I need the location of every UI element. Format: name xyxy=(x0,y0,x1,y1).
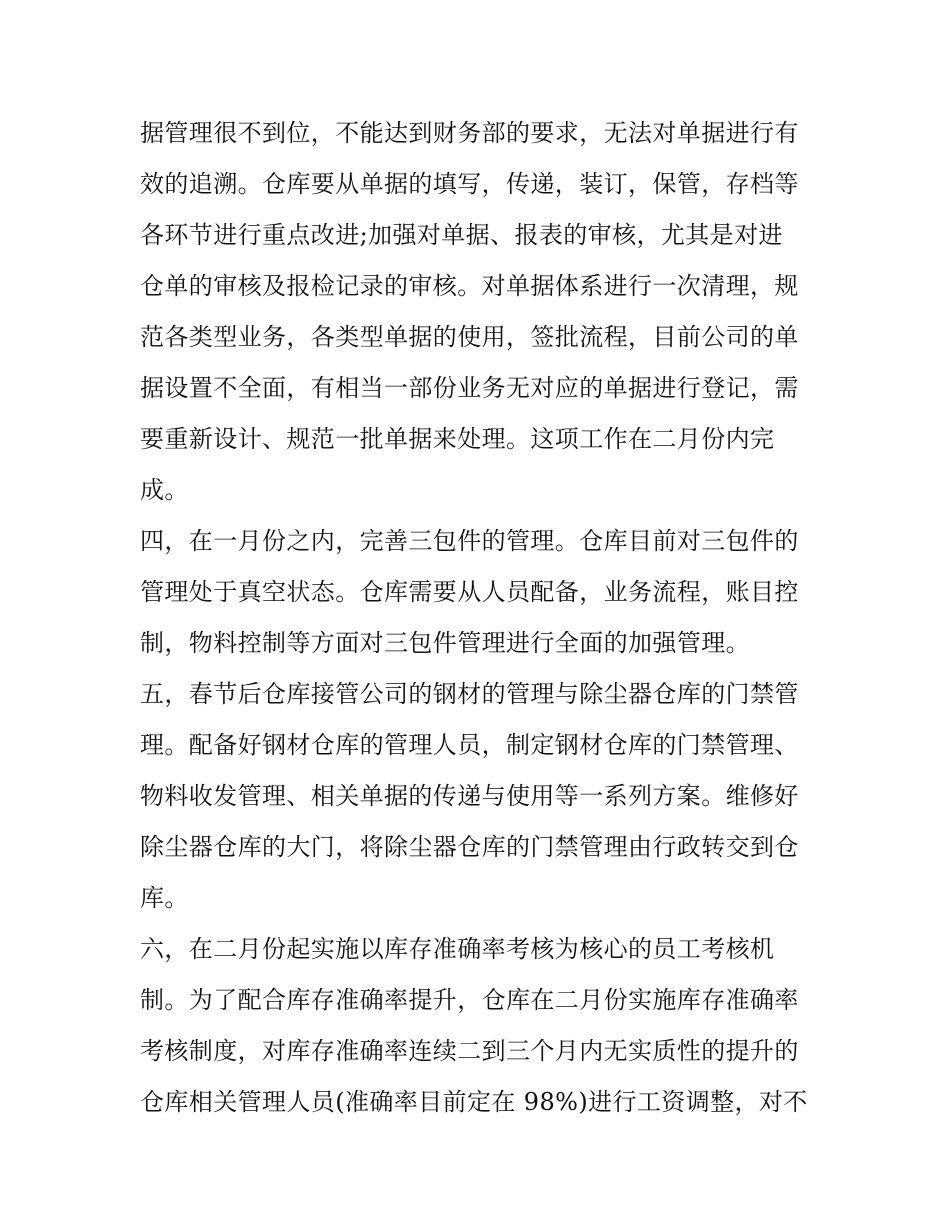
text-line: 管理处于真空状态。仓库需要从人员配备，业务流程，账目控 xyxy=(140,578,799,606)
text-line: 考核制度，对库存准确率连续二到三个月内无实质性的提升的 xyxy=(140,1037,799,1065)
document-body xyxy=(140,108,830,1128)
text-line: 理。配备好钢材仓库的管理人员，制定钢材仓库的门禁管理、 xyxy=(140,731,799,759)
text-line: 四，在一月份之内，完善三包件的管理。仓库目前对三包件的 xyxy=(140,527,799,555)
text-line: 仓单的审核及报检记录的审核。对单据体系进行一次清理，规 xyxy=(140,272,799,300)
text-line: 物料收发管理、相关单据的传递与使用等一系列方案。维修好 xyxy=(140,782,799,810)
text-line: 制，物料控制等方面对三包件管理进行全面的加强管理。 xyxy=(140,629,750,657)
text-line: 据管理很不到位，不能达到财务部的要求，无法对单据进行有 xyxy=(140,119,799,147)
text-line: 范各类型业务，各类型单据的使用，签批流程，目前公司的单 xyxy=(140,323,799,351)
text-line: 六，在二月份起实施以库存准确率考核为核心的员工考核机 xyxy=(140,935,775,963)
text-line: 制。为了配合库存准确率提升，仓库在二月份实施库存准确率 xyxy=(140,986,799,1014)
text-line: 成。 xyxy=(140,476,189,504)
text-line: 仓库相关管理人员(准确率目前定在 98%)进行工资调整，对不 xyxy=(140,1088,808,1116)
text-line: 五，春节后仓库接管公司的钢材的管理与除尘器仓库的门禁管 xyxy=(140,680,799,708)
text-line: 除尘器仓库的大门，将除尘器仓库的门禁管理由行政转交到仓 xyxy=(140,833,799,861)
text-line: 各环节进行重点改进;加强对单据、报表的审核，尤其是对进 xyxy=(140,221,783,249)
text-line: 库。 xyxy=(140,884,189,912)
text-line: 效的追溯。仓库要从单据的填写，传递，装订，保管，存档等 xyxy=(140,170,799,198)
text-line: 要重新设计、规范一批单据来处理。这项工作在二月份内完 xyxy=(140,425,775,453)
text-line: 据设置不全面，有相当一部份业务无对应的单据进行登记，需 xyxy=(140,374,799,402)
